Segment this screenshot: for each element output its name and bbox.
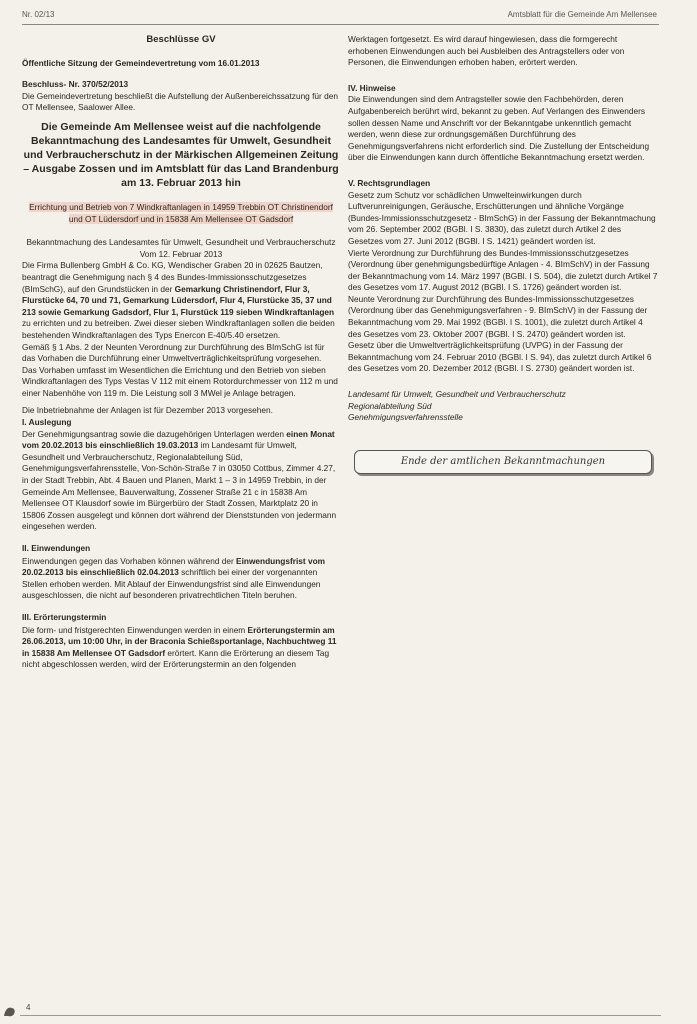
resolution-number: Beschluss- Nr. 370/52/2013	[22, 79, 129, 90]
resolution-text: Die Gemeindevertretung beschließt die Aufstellung der Außenbereichssatzung für den OT Mellensee, Saalower Allee.	[22, 90, 338, 113]
auslegung-text-c: im Landesamt für Umwelt, Gesundheit und Verbraucherschutz, Regionalabteilung Süd, Genehmigungsverfahrensstelle, Von-Schön-Straße 7 in 03050 Cottbus, Zimmer 4.27, in der Stadt Trebbin, Abt. 4 Bauen und Planen, Markt 1 – 3 in 14959 Trebbin, in der Gemeinde Am Mellensee, Bauverwaltung, Zossener Straße 21 c in 15838 Am Mellensee OT Klausdorf sowie im Bürgerbüro der Stadt Zossen, Marktplatz 20 in 15806 Zossen ausgelegt und können dort während der Dienststunden von jedermann eingesehen werden.	[22, 440, 337, 532]
signature-department: Regionalabteilung Süd	[348, 400, 432, 411]
legal-basis-3: Neunte Verordnung zur Durchführung des Bundes-Immissionsschutzgesetzes (Verordnung über das Genehmigungsverfahren - 9. BImSchV) in der Fassung der Bekanntmachung vom 29. Mai 1992 (BGBl. I S. 1001), die zuletzt durch Artikel 4 des Gesetzes vom 23. Oktober 2007 (BGBl. I S. 2470) geändert worden ist.	[348, 293, 648, 339]
auslegung-text-b: einen Monat vom 20.02.2013 bis einschließlich 19.03.2013	[22, 428, 335, 451]
legal-basis-4: Gesetz über die Umweltverträglichkeitsprüfung (UVPG) in der Fassung der Bekanntmachung vom 24. Februar 2010 (BGBl. I S. 94), das zuletzt durch Artikel 6 des Gesetzes vom 20. Dezember 2012 (BGBl. I S. 2730) geändert worden ist.	[348, 340, 652, 374]
eroerterung-paragraph	[22, 625, 340, 671]
eroerterung-text-c: erörtert. Kann die Erörterung an diesem Tag nicht abgeschlossen werden, wird der Erörterungstermin an den folgenden	[22, 647, 330, 670]
notice-date: Vom 12. Februar 2013	[139, 248, 223, 259]
issue-number: Nr. 02/13	[22, 10, 55, 19]
section-heading-auslegung: I. Auslegung	[22, 417, 72, 428]
project-title	[22, 202, 340, 225]
announcement-heading: Die Gemeinde Am Mellensee weist auf die nachfolgende Bekanntmachung des Landesamtes für Umwelt, Gesundheit und Verbraucherschutz in der Märkischen Allgemeinen Zeitung – Ausgabe Zossen und im Amtsblatt für das Land Brandenburg am 13. Februar 2013 hin	[23, 120, 339, 189]
legal-basis-1: Gesetz zum Schutz vor schädlichen Umwelteinwirkungen durch Luftverunreinigungen, Geräusche, Erschütterungen und ähnliche Vorgänge (Bundes-Immissionsschutzgesetz - BImSchG) in der Fassung der Bekanntmachung vom 26. September 2002 (BGBl. I S. 3830), das zuletzt durch Artikel 2 des Gesetzes vom 27. Juni 2012 (BGBl. I S. 1421) geändert worden ist.	[348, 189, 656, 246]
section-title: Beschlüsse GV	[146, 34, 216, 45]
eroerterung-text-a: Die form- und fristgerechten Einwendungen werden in einem	[22, 624, 248, 635]
eroerterung-text-b: Erörterungstermin am 26.06.2013, um 10:00 Uhr, in der Braconia Schießsportanlage, Nachbuchtweg 11 in 15838 Am Mellensee OT Gadsdorf	[22, 624, 337, 658]
commissioning-paragraph: Die Inbetriebnahme der Anlagen ist für Dezember 2013 vorgesehen.	[22, 405, 273, 416]
project-description: Das Vorhaben umfasst im Wesentlichen die Errichtung und den Betrieb von sieben Windkraftanlagen des Typs Vestas V 112 mit einem Rotordurchmesser von 112 m und einer Nabenhöhe von 119 m. Die Leistung soll 3 MWel je Anlage betragen.	[22, 364, 338, 398]
signature-office: Genehmigungsverfahrensstelle	[348, 412, 463, 423]
notice-heading: Bekanntmachung des Landesamtes für Umwelt, Gesundheit und Verbraucherschutz	[26, 237, 336, 248]
right-column	[348, 34, 658, 474]
section-heading-einwendungen: II. Einwendungen	[22, 543, 91, 553]
section-heading-rechtsgrundlagen: V. Rechtsgrundlagen	[348, 177, 431, 188]
session-heading: Öffentliche Sitzung der Gemeindevertretung vom 16.01.2013	[22, 57, 260, 68]
application-text-b: Gemarkung Christinendorf, Flur 3, Flurstücke 64, 70 und 71, Gemarkung Lüdersdorf, Flur 4, Flurstücke 35, 37 und 213 sowie Gemarkung Gadsdorf, Flur 1, Flurstück 119 sieben Windkraftanlagen	[22, 283, 335, 317]
continuation-paragraph: Werktagen fortgesetzt. Es wird darauf hingewiesen, dass die formgerecht erhobenen Einwendungen auch bei Ausbleiben des Antragstellers oder von Personen, die Einwendungen erhoben haben, erörtert werden.	[348, 34, 625, 68]
einwendungen-text-c: schriftlich bei einer der vorgenannten Stellen erhoben werden. Mit Ablauf der Einwendungsfrist sind alle Einwendungen ausgeschlossen, die nicht auf besonderen privatrechtlichen Titeln beruhen.	[22, 567, 321, 601]
publication-title: Amtsblatt für die Gemeinde Am Mellensee	[507, 10, 657, 19]
einwendungen-paragraph	[22, 556, 340, 602]
auslegung-paragraph	[22, 429, 340, 533]
evaluation-paragraph: Gemäß § 1 Abs. 2 der Neunten Verordnung zur Durchführung des BImSchG ist für das Vorhaben die Durchführung einer Umweltverträglichkeitsprüfung vorgesehen.	[22, 341, 325, 364]
einwendungen-text-b: Einwendungsfrist vom 20.02.2013 bis einschließlich 02.04.2013	[22, 555, 326, 578]
page-number: 4	[26, 1003, 31, 1012]
legal-basis-2: Vierte Verordnung zur Durchführung des Bundes-Immissionsschutzgesetzes (Verordnung über genehmigungsbedürftige Anlagen - 4. BImSchV) in der Fassung der Bekanntmachung vom 14. März 1997 (BGBl. I S. 504), die zuletzt durch Artikel 7 des Gesetzes vom 17. August 2012 (BGBl. I S. 1726) geändert worden ist.	[348, 247, 658, 293]
einwendungen-text-a: Einwendungen gegen das Vorhaben können während der	[22, 555, 237, 566]
signature-authority: Landesamt für Umwelt, Gesundheit und Verbraucherschutz	[348, 389, 566, 400]
project-title-text: Errichtung und Betrieb von 7 Windkraftanlagen in 14959 Trebbin OT Christinendorf und OT Lüdersdorf und in 15838 Am Mellensee OT Gadsdorf	[29, 201, 333, 224]
application-text-a: Die Firma Bullenberg GmbH & Co. KG, Wendischer Graben 20 in 02625 Bautzen, beantragt die Genehmigung nach § 4 des Bundes-Immissionsschutzgesetzes (BImSchG), auf den Grundstücken in der	[22, 260, 323, 294]
header-divider	[22, 24, 659, 25]
section-heading-hinweise: IV. Hinweise	[348, 82, 396, 93]
application-paragraph	[22, 260, 340, 341]
end-of-notices-box: Ende der amtlichen Bekanntmachungen	[354, 450, 652, 474]
left-column	[22, 34, 340, 677]
footer-divider	[20, 1015, 661, 1016]
section-heading-eroerterung: III. Erörterungstermin	[22, 611, 107, 622]
auslegung-text-a: Der Genehmigungsantrag sowie die dazugehörigen Unterlagen werden	[22, 428, 287, 439]
application-text-c: zu errichten und zu betreiben. Zwei dieser sieben Windkraftanlagen sollen die beiden bestehenden Windkraftanlagen des Typs Enercon E-40/5.40 ersetzen.	[22, 318, 335, 340]
hinweise-paragraph: Die Einwendungen sind dem Antragsteller sowie den Fachbehörden, deren Aufgabenbereich berührt wird, bekannt zu geben. Auf Verlangen des Einwenders sollen dessen Name und Anschrift vor der Bekanntgabe unkenntlich gemacht werden, wenn diese zur ordnungsgemäßen Durchführung des Genehmigungsverfahrens nicht erforderlich sind. Die Zustellung der Entscheidung über die Einwendungen kann durch öffentliche Bekanntmachung ersetzt werden.	[348, 94, 650, 163]
